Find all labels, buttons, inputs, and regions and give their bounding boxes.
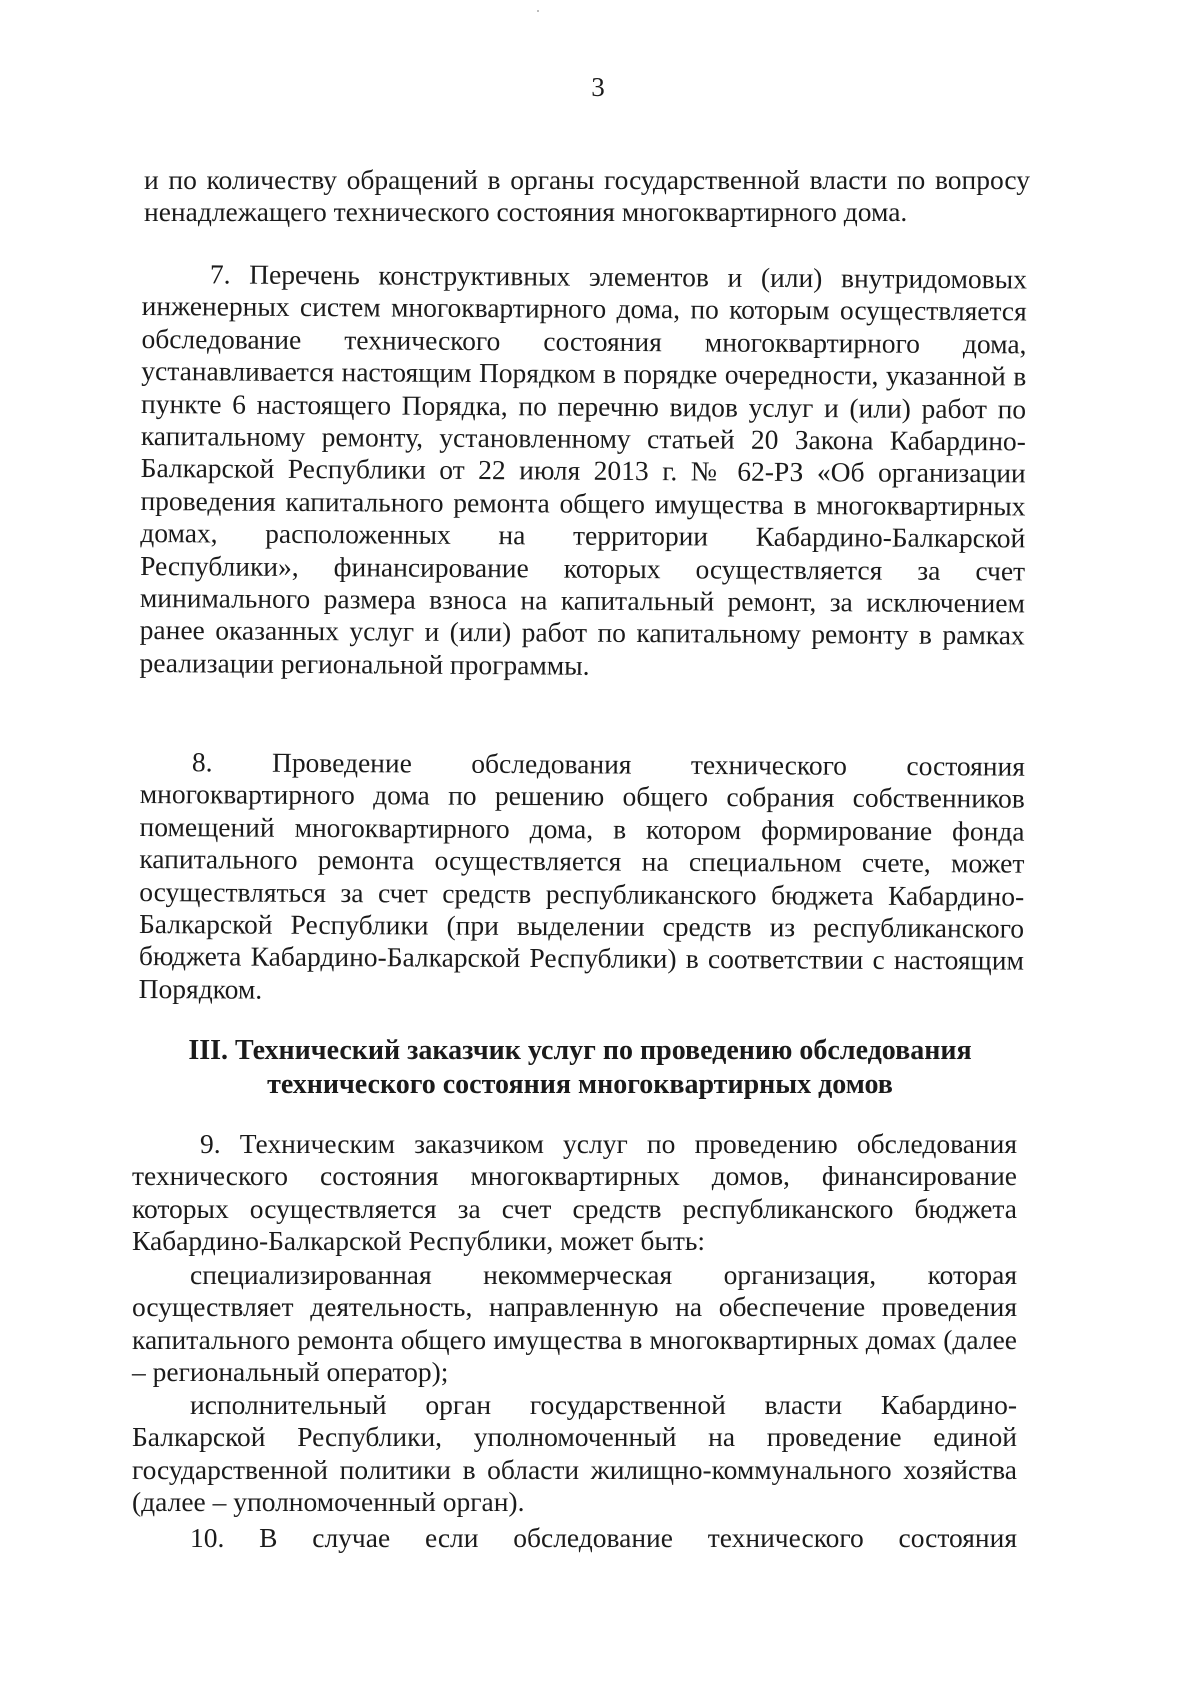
list-item-authorized-body: исполнительный орган государственной власти Кабардино-Балкарской Республики, уполномоченный на проведение единой государственной политики в области жилищно-коммунального хозяйства (далее – уполномоченный орган). [132, 1389, 1017, 1518]
page-number: 3 [591, 72, 605, 102]
paragraph-10: 10. В случае если обследование технического состояния [190, 1522, 1017, 1553]
paragraph-continuation: и по количеству обращений в органы государственной власти по вопросу ненадлежащего технического состояния многоквартирного дома. [144, 164, 1030, 228]
section-heading [140, 1034, 1020, 1102]
paragraph-9: 9. Техническим заказчиком услуг по проведению обследования технического состояния многоквартирных домов, финансирование которых осуществляется за счет средств республиканского бюджета Кабардино-Балкарской Республики, может быть: [132, 1128, 1017, 1257]
section-heading-line-1: III. Технический заказчик услуг по проведению обследования [188, 1035, 972, 1066]
paragraph-7: 7. Перечень конструктивных элементов и (или) внутридомовых инженерных систем многоквартирного дома, по которым осуществляется обследование технического состояния многоквартирного дома, устанавливается настоящим Порядком в порядке очередности, указанной в пункте 6 настоящего Порядка, по перечню видов услуг и (или) работ по капитальному ремонту, установленному статьей 20 Закона Кабардино-Балкарской Республики от 22 июля 2013 г. № 62-РЗ «Об организации проведения капитального ремонта общего имущества в многоквартирных домах, расположенных на территории Кабардино-Балкарской Республики», финансирование которых осуществляется за счет минимального размера взноса на капитальный ремонт, за исключением ранее оказанных услуг и (или) работ по капитальному ремонту в рамках реализации региональной программы. [139, 258, 1027, 681]
section-heading-line-2: технического состояния многоквартирных домов [267, 1069, 893, 1100]
list-item-regional-operator: специализированная некоммерческая организация, которая осуществляет деятельность, направленную на обеспечение проведения капитального ремонта общего имущества в многоквартирных домах (далее – региональный оператор); [132, 1259, 1017, 1388]
paragraph-8: 8. Проведение обследования технического состояния многоквартирного дома по решению общего собрания собственников помещений многоквартирного дома, в котором формирование фонда капитального ремонта осуществляется на специальном счете, может осуществляться за счет средств республиканского бюджета Кабардино-Балкарской Республики (при выделении средств из республиканского бюджета Кабардино-Балкарской Республики) в соответствии с настоящим Порядком. [138, 746, 1025, 1005]
